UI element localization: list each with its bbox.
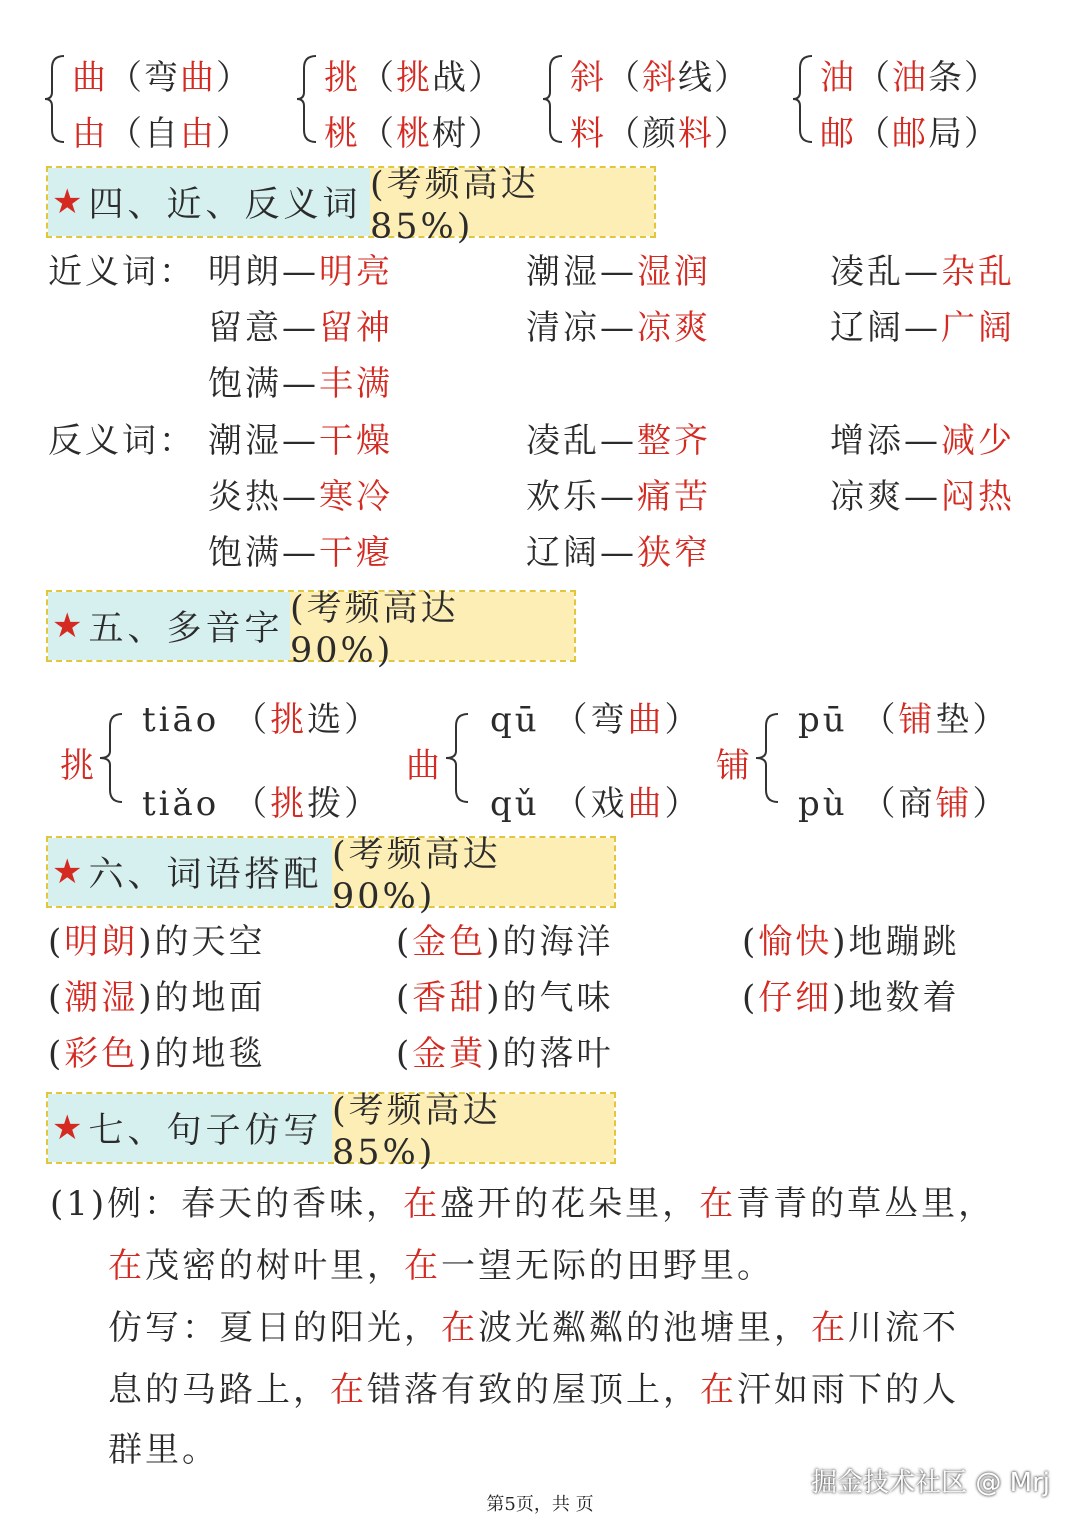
brace-pair-4 — [792, 50, 1012, 154]
brace-icon — [98, 712, 124, 804]
star-icon: ★ — [52, 1108, 87, 1148]
section-header-5 — [46, 589, 576, 671]
star-icon: ★ — [52, 852, 87, 892]
antonym-pair: 欢乐—痛苦 — [526, 477, 711, 517]
section-header-6 — [46, 835, 616, 917]
section-header-7 — [46, 1091, 616, 1173]
polyphone-char: 曲 — [406, 746, 440, 786]
collocation-item: (潮湿)的地面 — [48, 978, 266, 1018]
polyphone-reading: qū （弯曲） — [490, 700, 702, 740]
polyphone-reading: tiāo （挑选） — [142, 700, 382, 740]
star-icon: ★ — [52, 182, 87, 222]
polyphone-reading: tiǎo （挑拨） — [142, 784, 382, 824]
brace-top-line: 斜（斜线） — [570, 58, 750, 98]
synonym-pair: 凌乱—杂乱 — [830, 252, 1015, 292]
imitation-line-1: 仿写：夏日的阳光，在波光粼粼的池塘里，在川流不 — [108, 1308, 959, 1348]
polyphone-reading: pū （铺垫） — [798, 700, 1010, 740]
watermark: 掘金技术社区 @ Mrj — [811, 1468, 1050, 1498]
antonym-pair: 饱满—干瘪 — [208, 533, 393, 573]
imitation-line-3: 群里。 — [108, 1430, 219, 1470]
polyphone-char: 挑 — [60, 746, 94, 786]
synonym-pair: 饱满—丰满 — [208, 364, 393, 404]
section-title-4: ★ 四、近、反义词 — [48, 168, 370, 236]
section-title-7: ★ 七、句子仿写 — [48, 1094, 332, 1162]
section-title-6: ★ 六、词语搭配 — [48, 838, 332, 906]
example-line-2: 在茂密的树叶里，在一望无际的田野里。 — [108, 1246, 774, 1286]
collocation-item: (仔细)地数着 — [742, 978, 960, 1018]
section-freq-4: (考频高达 85%) — [370, 168, 654, 236]
brace-top-line: 油（油条） — [820, 58, 1000, 98]
brace-bottom-line: 由（自由） — [72, 114, 252, 154]
antonym-pair: 增添—减少 — [830, 421, 1015, 461]
polyphone-reading: qǔ （戏曲） — [490, 784, 702, 824]
section-freq-7: (考频高达 85%) — [332, 1094, 614, 1162]
brace-icon — [792, 54, 814, 144]
page-footer: 第5页，共 页 — [486, 1494, 594, 1515]
synonym-label: 近义词： — [48, 252, 196, 292]
section-freq-6: (考频高达 90%) — [332, 838, 614, 906]
imitation-line-2: 息的马路上，在错落有致的屋顶上，在汗如雨下的人 — [108, 1370, 959, 1410]
brace-icon — [754, 712, 780, 804]
brace-icon — [296, 54, 318, 144]
section-header-4 — [46, 165, 656, 247]
brace-bottom-line: 料（颜料） — [570, 114, 750, 154]
brace-bottom-line: 邮（邮局） — [820, 114, 1000, 154]
section-freq-5: (考频高达 90%) — [290, 592, 574, 660]
brace-icon — [44, 54, 66, 144]
example-line-1: (1)例：春天的香味，在盛开的花朵里，在青青的草丛里， — [50, 1184, 996, 1224]
synonym-pair: 清凉—凉爽 — [526, 308, 711, 348]
brace-icon — [542, 54, 564, 144]
collocation-item: (金色)的海洋 — [396, 922, 614, 962]
brace-pair-2 — [296, 50, 516, 154]
synonym-pair: 潮湿—湿润 — [526, 252, 711, 292]
antonym-pair: 凌乱—整齐 — [526, 421, 711, 461]
synonym-pair: 留意—留神 — [208, 308, 393, 348]
brace-pair-3 — [542, 50, 762, 154]
brace-pair-1 — [44, 50, 264, 154]
polyphone-reading: pù （商铺） — [798, 784, 1010, 824]
antonym-pair: 凉爽—闷热 — [830, 477, 1015, 517]
collocation-item: (金黄)的落叶 — [396, 1034, 614, 1074]
antonym-pair: 辽阔—狭窄 — [526, 533, 711, 573]
collocation-item: (香甜)的气味 — [396, 978, 614, 1018]
antonym-pair: 潮湿—干燥 — [208, 421, 393, 461]
brace-icon — [444, 712, 470, 804]
collocation-item: (明朗)的天空 — [48, 922, 266, 962]
collocation-item: (彩色)的地毯 — [48, 1034, 266, 1074]
star-icon: ★ — [52, 606, 87, 646]
polyphone-char: 铺 — [716, 746, 750, 786]
brace-top-line: 曲（弯曲） — [72, 58, 252, 98]
brace-top-line: 挑（挑战） — [324, 58, 504, 98]
section-title-5: ★ 五、多音字 — [48, 592, 290, 660]
synonym-pair: 明朗—明亮 — [208, 252, 393, 292]
antonym-label: 反义词： — [48, 421, 196, 461]
brace-bottom-line: 桃（桃树） — [324, 114, 504, 154]
collocation-item: (愉快)地蹦跳 — [742, 922, 960, 962]
antonym-pair: 炎热—寒冷 — [208, 477, 393, 517]
synonym-pair: 辽阔—广阔 — [830, 308, 1015, 348]
